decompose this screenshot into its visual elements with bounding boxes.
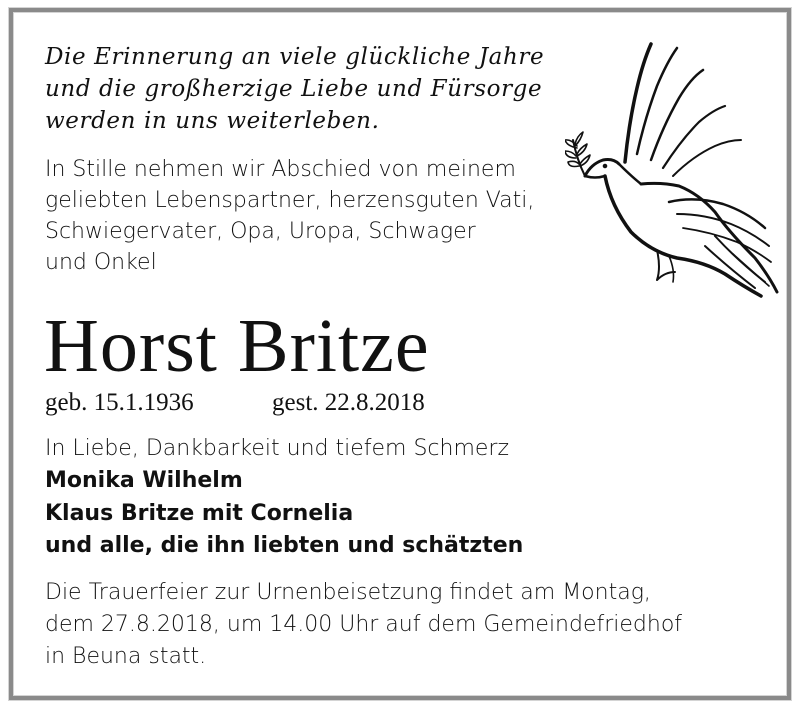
mourners-intro: In Liebe, Dankbarkeit und tiefem Schmerz — [45, 436, 510, 461]
intro-line-2: geliebten Lebenspartner, herzensguten Vati, — [45, 188, 535, 213]
intro-line-1: In Stille nehmen wir Abschied von meinem — [45, 157, 516, 182]
life-dates — [45, 389, 425, 417]
dove-with-olive-branch-icon — [565, 36, 780, 298]
funeral-line-3: in Beuna statt. — [45, 644, 207, 669]
funeral-line-1: Die Trauerfeier zur Urnenbeisetzung findet am Montag, — [45, 580, 651, 605]
mourner-name-2: Klaus Britze mit Cornelia — [45, 501, 354, 526]
mourner-name-1: Monika Wilhelm — [45, 468, 243, 493]
quote-line-2: und die großherzige Liebe und Fürsorge — [45, 76, 543, 102]
funeral-line-2: dem 27.8.2018, um 14.00 Uhr auf dem Gemeindefriedhof — [45, 612, 683, 637]
mourner-name-3: und alle, die ihn liebten und schätzten — [45, 533, 524, 558]
quote-line-1: Die Erinnerung an viele glückliche Jahre — [45, 44, 545, 70]
birth-date: geb. 15.1.1936 — [45, 389, 194, 416]
deceased-name: Horst Britze — [44, 304, 430, 388]
intro-line-3: Schwiegervater, Opa, Uropa, Schwager — [45, 219, 476, 244]
death-date: gest. 22.8.2018 — [272, 389, 425, 416]
quote-line-3: werden in uns weiterleben. — [45, 108, 380, 134]
intro-line-4: und Onkel — [45, 250, 157, 275]
